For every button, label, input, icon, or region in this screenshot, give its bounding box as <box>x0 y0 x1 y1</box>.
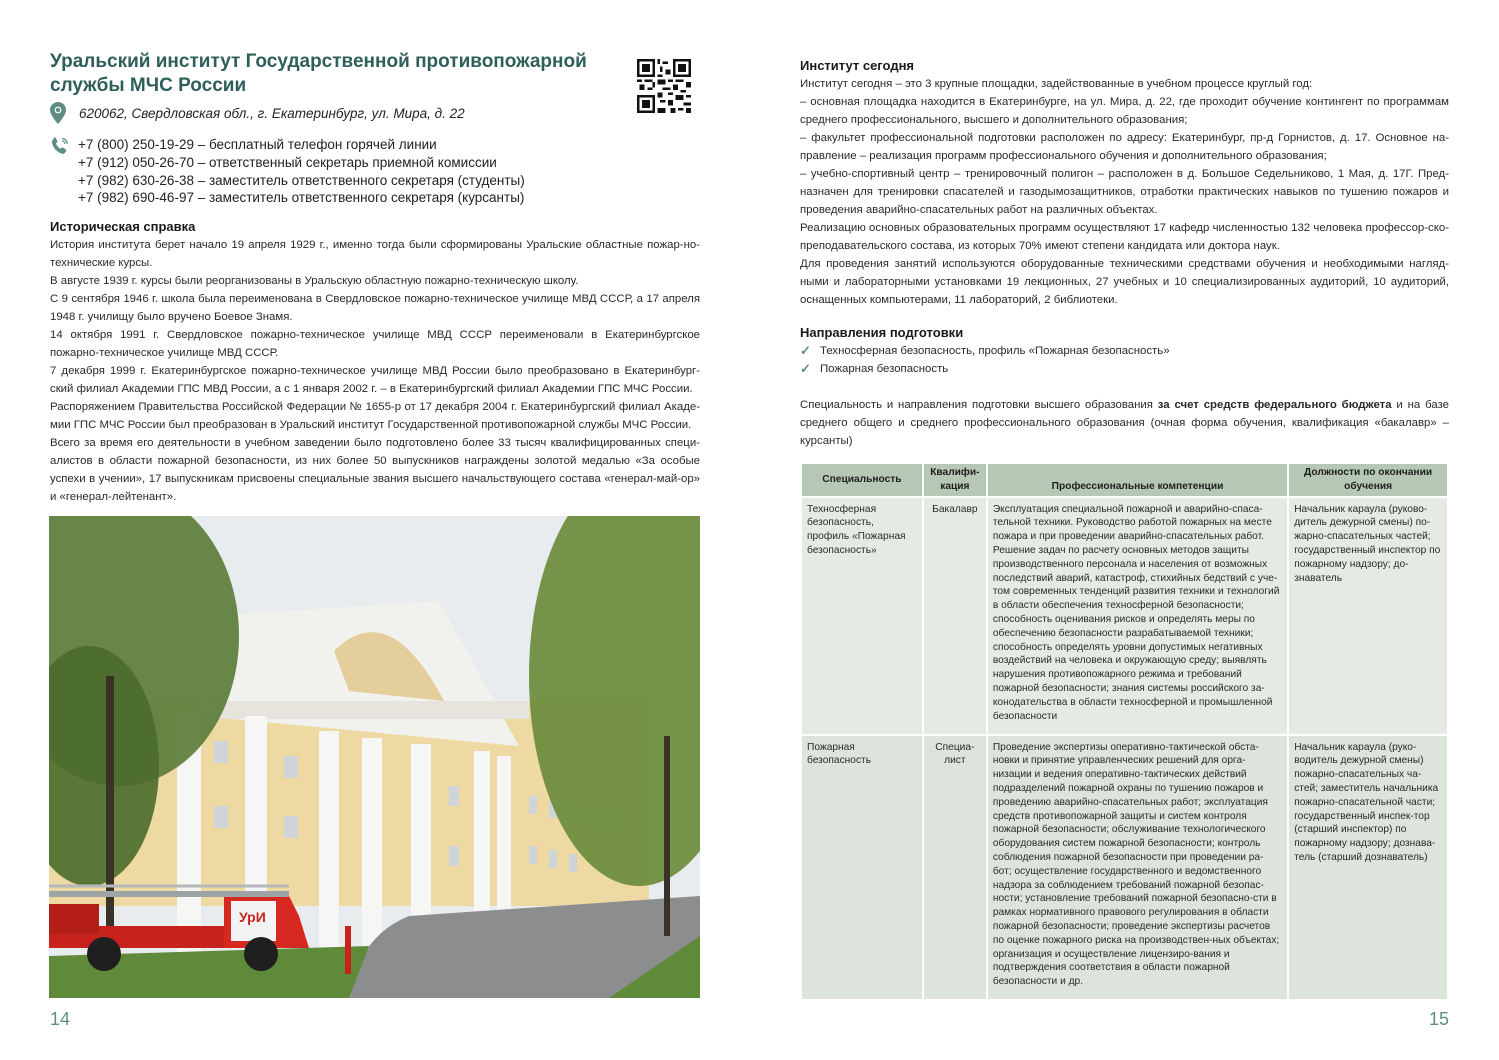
today-paragraph: Институт сегодня – это 3 крупные площадки, задействованные в учебном процессе круглый год: <box>800 78 1313 90</box>
phone-item[interactable]: +7 (912) 050-26-70 – ответственный секретарь приемной комиссии <box>78 154 497 170</box>
truck-label: УрИ <box>239 909 266 925</box>
direction-label: Техносферная безопасность, профиль «Пожарная безопасность» <box>820 345 1170 357</box>
today-heading: Институт сегодня <box>800 58 915 73</box>
page-number-right: 15 <box>1428 1009 1449 1029</box>
address-text: 620062, Свердловская обл., г. Екатеринбург, ул. Мира, д. 22 <box>79 105 465 121</box>
specialties-table <box>800 464 1449 999</box>
phone-contacts <box>50 136 525 207</box>
building-photo <box>49 516 700 998</box>
today-paragraph: – учебно-спортивный центр – тренировочный полигон – расположен в д. Большое Седельниково, 1 Мая, д. 17Г. Пред-назначен для тренировки спасателей и газодымозащитников, отработки практических навыков по тушению пожаров и проведения аварийно-спасательных работ на различных объектах. <box>800 168 1449 216</box>
header-specialty: Специальность <box>802 464 922 498</box>
building-illustration <box>49 516 700 998</box>
directions-list <box>800 342 1449 378</box>
page-number-left: 14 <box>50 1009 71 1029</box>
institute-title: Уральский институт Государственной противопожарной службы МЧС России <box>50 51 587 96</box>
history-paragraph: 7 декабря 1999 г. Екатеринбургское пожарно-техническое училище МВД России было преобразовано в Екатеринбург-ский филиал Академии ГПС МВД России, а с 1 января 2002 г. – в Екатеринбургский филиал Академии ГПС МЧС России. <box>50 365 700 395</box>
check-icon: ✓ <box>800 361 811 376</box>
check-icon: ✓ <box>800 343 811 358</box>
history-paragraph: 14 октября 1991 г. Свердловское пожарно-техническое училище МВД СССР переименовали в Екатеринбургское пожарно-техническое училище МВД СССР. <box>50 329 700 359</box>
phone-list <box>78 136 525 207</box>
history-paragraph: Всего за время его деятельности в учебном заведении было подготовлено более 33 тысяч квалифицированных специ-алистов в области пожарной безопасности, из них более 50 выпускников награждены золотой медалью «За особые успехи в учении», 17 выпускникам присвоены специальные звания высшего начальствующего состава «генерал-май-ор» и «генерал-лейтенант». <box>50 437 700 503</box>
budget-note <box>800 396 1449 450</box>
table-row <box>802 734 1447 999</box>
today-paragraph: – основная площадка находится в Екатеринбурге, на ул. Мира, д. 22, где проходит обучение контингент по программам среднего профессионального, высшего и дополнительного образования; <box>800 96 1449 126</box>
today-paragraph: – факультет профессиональной подготовки расположен по адресу: Екатеринбург, пр-д Горнистов, д. 17. Основное на-правление – реализация программ профессионального обучения и дополнительного образования; <box>800 132 1449 162</box>
history-heading: Историческая справка <box>50 219 196 234</box>
directions-heading: Направления подготовки <box>800 325 964 340</box>
cell-positions: Начальник караула (руко-водитель дежурной смены) пожарно-спасательных ча-стей; заместитель начальника пожарно-спасательной части; государственный инспек-тор (старший инспектор) по пожарному надзору; дознава-тель (старший дознаватель) <box>1289 734 1447 999</box>
right-page <box>750 0 1499 1060</box>
today-paragraph: Для проведения занятий используются оборудованные техническими средствами обучения и необходимыми нагляд-ными и лабораторными установками 19 лекционных, 27 учебных и 10 специализированных аудиторий, 10 аудиторий, оснащенных компьютерами, 11 лабораторий, 2 библиотеки. <box>800 258 1449 306</box>
phone-item[interactable]: +7 (800) 250-19-29 – бесплатный телефон горячей линии <box>78 137 437 152</box>
budget-bold: за счет средств федерального бюджета <box>1157 399 1392 411</box>
table-header-row <box>802 464 1447 498</box>
cell-specialty: Техносферная безопасность, профиль «Пожарная безопасность» <box>802 498 922 734</box>
cell-qualification: Бакалавр <box>924 498 986 734</box>
today-paragraph: Реализацию основных образовательных программ осуществляют 17 кафедр численностью 132 человека профессор-ско-преподавательского состава, из которых 70% имеют степени кандидата или доктора наук. <box>800 222 1449 252</box>
phone-item[interactable]: +7 (982) 690-46-97 – заместитель ответственного секретаря (курсанты) <box>78 190 525 206</box>
direction-label: Пожарная безопасность <box>820 363 949 375</box>
budget-paragraph <box>800 396 1449 450</box>
budget-suffix: и на базе среднего общего и среднего профессионального образования (очная форма обучения, квалификация «бакалавр» – курсанты) <box>800 399 1449 447</box>
history-paragraph: С 9 сентября 1946 г. школа была переименована в Свердловское пожарно-техническое училище МВД СССР, а 17 апреля 1948 г. училищу было вручено Боевое Знамя. <box>50 293 700 323</box>
institute-today-section <box>800 57 1449 309</box>
history-section <box>50 218 700 506</box>
cell-positions: Начальник караула (руково-дитель дежурной смены) по-жарно-спасательных частей; государственный инспектор по пожарному надзору; до-знаватель <box>1289 498 1447 734</box>
direction-item <box>800 342 1449 360</box>
table-row <box>802 498 1447 734</box>
cell-qualification: Специа-лист <box>924 734 986 999</box>
direction-item <box>800 360 1449 378</box>
history-paragraph: В августе 1939 г. курсы были реорганизованы в Уральскую областную пожарно-техническую школу. <box>50 275 579 287</box>
history-paragraph: Распоряжением Правительства Российской Федерации № 1655-р от 17 декабря 2004 г. Екатеринбургский филиал Акаде-мии ГПС МЧС России был преобразован в Уральский институт Государственной противопожарной службы МЧС России. <box>50 401 700 431</box>
header-qualification: Квалифи-кация <box>924 464 986 498</box>
cell-competencies: Проведение экспертизы оперативно-тактической обста-новки и принятие управленческих решений для орга-низации и ведения оперативно-тактических действий подразделений пожарной охраны по тушению пожаров и проведению аварийно-спасательных работ; эксплуатация средств противопожарной защиты и систем контроля пожарной безопасности; обслуживание технологического оборудования систем пожарной безопасности; контроль соблюдения пожарной безопасности при проведении ра-бот; осуществление государственного и ведомственного надзора за соблюдением требований пожарной безопас-ности; установление требований пожарной безопасно-сти в рамках нормативного правового регулирования в области пожарной безопасности; проведение экспертизы расчетов по оценке пожарного риска на производствен-ных объектах; организация и осуществление лицензиро-вания и подтверждения соответствия в области пожарной безопасности и др. <box>988 734 1287 999</box>
phone-icon <box>50 136 70 156</box>
history-paragraph: История института берет начало 19 апреля 1929 г., именно тогда были сформированы Уральские областные пожар-но-технические курсы. <box>50 239 700 269</box>
address-row <box>50 102 465 124</box>
map-pin-icon <box>50 102 66 124</box>
budget-prefix: Специальность и направления подготовки высшего образования <box>800 399 1158 411</box>
cell-competencies: Эксплуатация специальной пожарной и аварийно-спаса-тельной техники. Руководство работой пожарных на месте пожара и при проведении аварийно-спасательных работ. Решение задач по расчету основных методов защиты производственного персонала и населения от возможных последствий аварий, катастроф, стихийных бедствий с уче-том современных тенденций развития техники и технологий в области обеспечения техносферной безопасности; способность оценивания рисков и определять меры по обеспечению безопасности разрабатываемой техники; способность определять уровни допустимых негативных воздействий на человека и окружающую среду; выявлять нарушения противопожарного режима и требований пожарной безопасности; знания системы российского за-конодательства в области техносферной и промышленной безопасности <box>988 498 1287 734</box>
qr-code <box>637 59 691 113</box>
cell-specialty: Пожарная безопасность <box>802 734 922 999</box>
header-positions: Должности по окончании обучения <box>1289 464 1447 498</box>
directions-section <box>800 324 1449 378</box>
phone-item[interactable]: +7 (982) 630-26-38 – заместитель ответственного секретаря (студенты) <box>78 172 525 188</box>
header-competencies: Профессиональные компетенции <box>988 464 1287 498</box>
